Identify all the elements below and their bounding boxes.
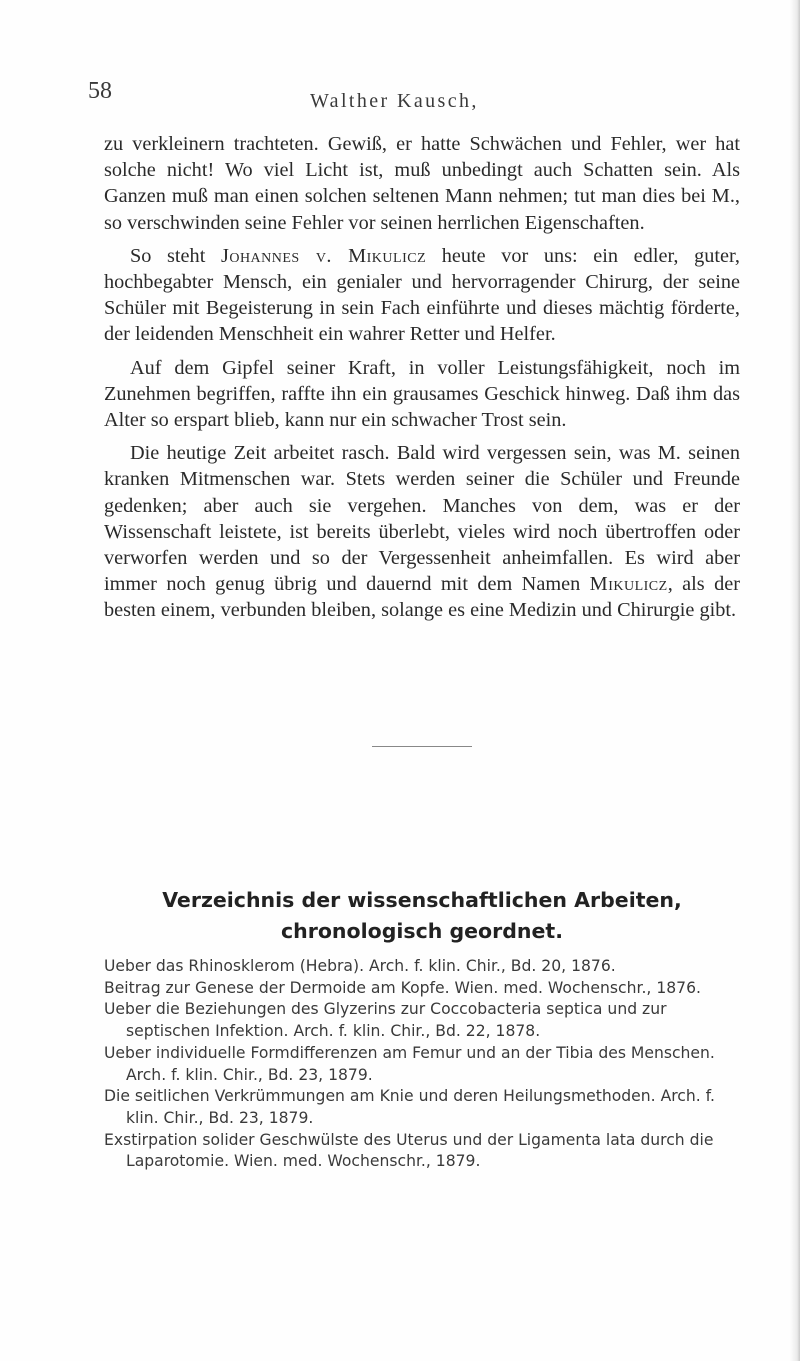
bibliography-entry: Ueber das Rhinosklerom (Hebra). Arch. f. klin. Chir., Bd. 20, 1876. (104, 957, 616, 975)
paragraph (104, 440, 740, 623)
paragraph (104, 243, 740, 348)
bibliography-heading-line-1: Verzeichnis der wissenschaftlichen Arbeiten, (162, 888, 682, 912)
running-head: Walther Kausch, (310, 90, 479, 112)
person-name: Johannes v. Mikulicz (220, 244, 427, 267)
body-text (104, 131, 740, 631)
bibliography-entry: Beitrag zur Genese der Dermoide am Kopfe. Wien. med. Wochenschr., 1876. (104, 978, 701, 997)
paragraph-text: Die heutige Zeit arbeitet rasch. Bald wird vergessen sein, was M. seinen kranken Mitmenschen war. Stets werden seiner die Schüler und Freunde gedenken; aber auch sie vergehen. Manches von dem, was er der Wissenschaft leistete, ist bereits überlebt, vieles wird noch übertroffen oder verworfen werden und so der Vergessenheit anheimfallen. Es wird aber immer noch genug übrig und dauernd mit dem Namen (104, 442, 740, 596)
bibliography-heading-line-2: chronologisch geordnet. (280, 919, 564, 943)
paragraph (104, 131, 740, 236)
paragraph-text: heute vor uns: ein edler, guter, hochbegabter Mensch, ein genialer und hervorragender Chirurg, der seine Schüler mit Begeisterung in sein Fach einführte und dieses mächtig förderte, der leidenden Menschheit ein wahrer Retter und Helfer. (104, 244, 740, 346)
paragraph-text: zu verkleinern trachteten. Gewiß, er hatte Schwächen und Fehler, wer hat solche nicht! Wo viel Licht ist, muß unbedingt auch Schatten sein. Als Ganzen muß man einen solchen seltenen Mann nehmen; tut man dies bei M., so verschwinden seine Fehler vor seinen herrlichen Eigenschaften. (104, 133, 740, 234)
bibliography-heading (104, 885, 740, 947)
bibliography-entry: Ueber die Beziehungen des Glyzerins zur Coccobacteria septica und zur septischen Infektion. Arch. f. klin. Chir., Bd. 22, 1878. (104, 1000, 667, 1041)
bibliography-entry: Ueber individuelle Formdifferenzen am Femur und an der Tibia des Menschen. Arch. f. klin. Chir., Bd. 23, 1879. (104, 1043, 715, 1084)
page-number: 58 (88, 78, 112, 104)
paragraph-text: Auf dem Gipfel seiner Kraft, in voller Leistungsfähigkeit, noch im Zunehmen begriffen, raffte ihn ein grausames Geschick hinweg. Daß ihm das Alter so erspart blieb, kann nur ein schwacher Trost sein. (104, 356, 740, 432)
bibliography-entry: Exstirpation solider Geschwülste des Uterus und der Ligamenta lata durch die Laparotomie. Wien. med. Wochenschr., 1879. (104, 1130, 714, 1171)
page-header (88, 78, 728, 118)
section-divider (372, 746, 472, 747)
bibliography-entry: Die seitlichen Verkrümmungen am Knie und deren Heilungsmethoden. Arch. f. klin. Chir., Bd. 23, 1879. (104, 1087, 715, 1127)
paragraph-text: , als der besten einem, verbunden bleiben, solange es eine Medizin und Chirurgie gibt. (104, 573, 740, 622)
person-name: Mikulicz (589, 573, 668, 596)
bibliography-list (104, 956, 740, 1173)
page-edge-shadow (790, 0, 800, 1361)
paragraph (104, 355, 740, 434)
paragraph-text: So steht (130, 244, 221, 267)
